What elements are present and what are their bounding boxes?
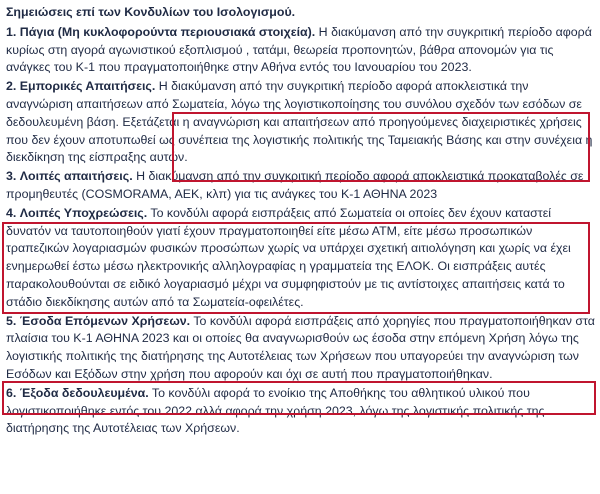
note-text: Το κονδύλι αφορά εισπράξεις από Σωματεία οι οποίες δεν έχουν καταστεί δυνατόν να ταυτοποιηθούν γιατί έχουν πραγματοποιηθεί είτε μέσω ΑΤΜ, είτε μέσω προσωπικών τραπεζικών λογαριασμών φυσικών προσώπων χωρίς να υπάρχει σχετική αιτιολόγηση και χωρίς να έχει ενημερωθεί έστω μέσω ηλεκτρονικής αλληλογραφίας η γραμματεία της ΕΛΟΚ. Οι εισπράξεις αυτές παρακολουθούνται σε ειδικό λογαριασμό μέχρι να συμφηφιστούν με τις αντίστοιχες απαιτήσεις κατά το στάδιο διεκδίκησης αυτών από τα Σωματεία-οφειλέτες.	[6, 205, 571, 309]
note-text: Το κονδύλι αφορά το ενοίκιο της Αποθήκης του αθλητικού υλικού που λογιστικοποιήθηκε εντός του 2022 αλλά αφορά την χρήση 2023, λόγω της λογιστικής πολιτικής της διατήρησης της Αυτοτέλειας των Χρήσεων.	[6, 385, 545, 436]
document-title: Σημειώσεις επί των Κονδυλίων του Ισολογισμού.	[6, 5, 296, 19]
note-heading: Εμπορικές Απαιτήσεις.	[19, 79, 156, 94]
note-text: Η διακύμανση από την συγκριτική περίοδο αφορά κυρίως στη αγορά αγωνιστικού εξοπλισμού , τατάμι, θεωρεία προπονητών, βάθρα απονομών για τις ανάγκες του Κ-1 που πραγματοποιήθηκε στην Αθήνα εντός του Ιανουαρίου του 2023.	[6, 24, 592, 75]
document-page	[6, 4, 596, 439]
note-heading: Πάγια (Μη κυκλοφορούντα περιουσιακά στοιχεία).	[19, 24, 316, 39]
note-text: Το κονδύλι αφορά εισπράξεις από χορηγίες που πραγματοποιήθηκαν στα πλαίσια του Κ-1 ΑΘΗΝΑ 2023 και οι οποίες θα αναγνωρισθούν ως έσοδα στην επόμενη Χρήση λόγω της λογιστικής πολιτικής της διατήρησης της Αυτοτέλειας των Χρήσεων που υπαγορεύει την αναγνώριση των Εσόδων και Εξόδων στην χρήση που αφορούν και όχι σε αυτή που πραγματοποιήθηκαν.	[6, 313, 595, 381]
note-heading: Λοιπές απαιτήσεις.	[19, 169, 133, 184]
note-number: 3.	[6, 169, 17, 184]
note-6	[6, 385, 596, 438]
note-text: Η διακύμανση από την συγκριτική περίοδο αφορά αποκλειστικά προκαταβολές σε προμηθευτές (COSMORAMA, AEK, κλπ) για τις ανάγκες του Κ-1 ΑΘΗΝΑ 2023	[6, 169, 584, 201]
note-3	[6, 168, 596, 204]
note-4	[6, 205, 596, 312]
note-1	[6, 24, 596, 77]
note-number: 2.	[6, 79, 17, 94]
note-2	[6, 78, 596, 167]
note-5	[6, 313, 596, 384]
note-heading: Λοιπές Υποχρεώσεις.	[19, 205, 148, 220]
note-number: 5.	[6, 313, 17, 328]
note-heading: Έξοδα δεδουλευμένα.	[19, 385, 149, 400]
note-number: 4.	[6, 205, 17, 220]
note-number: 6.	[6, 385, 17, 400]
note-text: Η διακύμανση από την συγκριτική περίοδο αφορά αποκλειστικά την αναγνώριση απαιτήσεων από Σωματεία, λόγω της λογιστικοποίησης του συνόλου σχεδόν των εσόδων σε δεδουλευμένη βάση. Εξετάζεται η αναγνώριση και απαιτήσεων από προηγούμενες διαχειριστικές χρήσεις που δεν έχουν αποτυπωθεί ως συνέπεια της λογιστικής πολιτικής της Ταμειακής Βάσης και στην συνέχεια η διεκδίκηση της είσπραξης αυτών.	[6, 79, 593, 165]
note-number: 1.	[6, 24, 17, 39]
note-heading: Έσοδα Επόμενων Χρήσεων.	[19, 313, 191, 328]
